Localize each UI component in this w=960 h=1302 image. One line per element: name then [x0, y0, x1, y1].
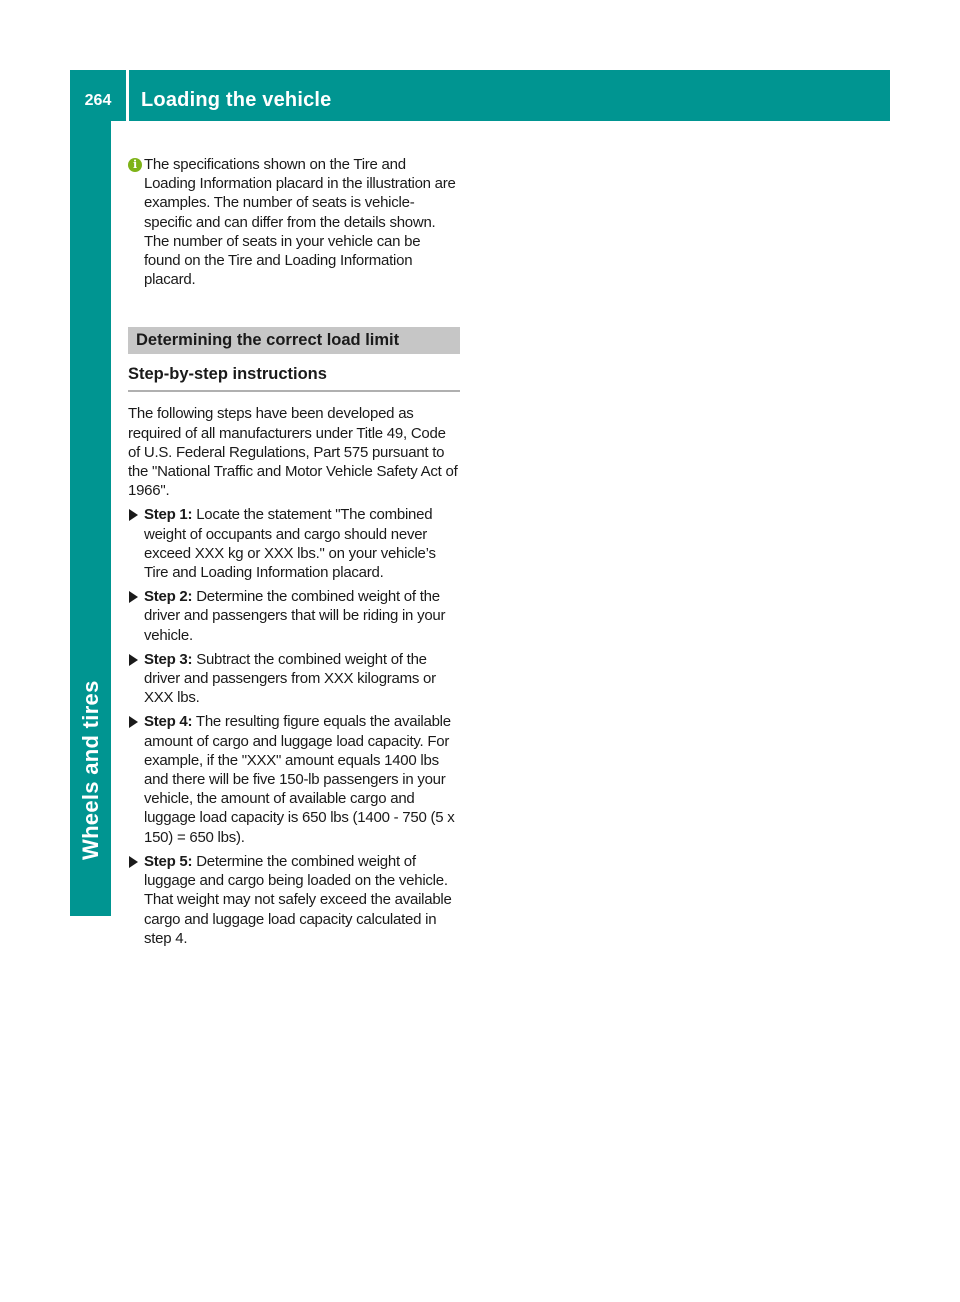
step-item — [128, 852, 460, 948]
chapter-label: Wheels and tires — [78, 680, 103, 860]
step-text: Subtract the combined weight of the driver and passengers from XXX kilograms or XXX lbs. — [144, 650, 436, 707]
page-title: Loading the vehicle — [141, 89, 332, 111]
page-number: 264 — [84, 92, 112, 109]
step-label: Step 1: — [144, 506, 193, 524]
step-label: Step 5: — [144, 852, 193, 870]
arrow-right-icon — [129, 509, 138, 521]
section-heading: Determining the correct load limit — [128, 327, 460, 354]
intro-paragraph: The following steps have been developed as required of all manufacturers under Title 49, Code of U.S. Federal Regulations, Part 575 pursuant to the "National Traffic and Motor Vehicle Safety Act of 1966". — [128, 405, 458, 500]
step-label: Step 2: — [144, 588, 193, 606]
info-note — [128, 155, 460, 289]
arrow-right-icon — [129, 716, 138, 728]
header-divider — [126, 70, 129, 121]
info-text: The specifications shown on the Tire and Loading Information placard in the illustration are examples. The number of seats is vehicle-specific and can differ from the details shown. The number of seats in your vehicle can be found on the Tire and Loading Information placard. — [144, 156, 456, 289]
step-text: Locate the statement "The combined weight of occupants and cargo should never exceed XXX kg or XXX lbs." on your vehicle’s Tire and Loading Information placard. — [144, 506, 436, 582]
step-text: The resulting figure equals the available amount of cargo and luggage load capacity. For example, if the "XXX" amount equals 1400 lbs and there will be five 150-lb passengers in your vehicle, the amount of available cargo and luggage load capacity is 650 lbs (1400 - 750 (5 x 150) = 650 lbs). — [144, 713, 455, 846]
step-item — [128, 712, 460, 846]
main-content — [128, 155, 460, 948]
arrow-right-icon — [129, 856, 138, 868]
step-label: Step 4: — [144, 713, 193, 731]
sub-heading: Step-by-step instructions — [128, 362, 460, 392]
step-label: Step 3: — [144, 650, 193, 668]
arrow-right-icon — [129, 654, 138, 666]
step-text: Determine the combined weight of the driver and passengers that will be riding in your vehicle. — [144, 588, 446, 644]
step-item — [128, 650, 460, 708]
step-item — [128, 505, 460, 582]
info-icon: i — [128, 158, 142, 172]
step-text: Determine the combined weight of luggage and cargo being loaded on the vehicle. That weight may not safely exceed the available cargo and luggage load capacity calculated in step 4. — [144, 852, 452, 947]
step-item — [128, 587, 460, 645]
arrow-right-icon — [129, 591, 138, 603]
